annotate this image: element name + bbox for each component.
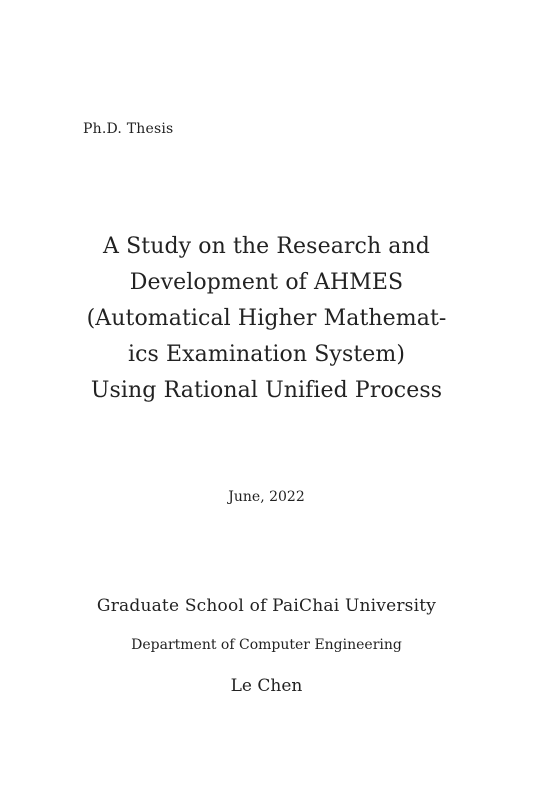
graduate-school: Graduate School of PaiChai University xyxy=(96,596,437,616)
title-line: A Study on the Research and xyxy=(103,234,430,259)
title-line: ics Examination System) xyxy=(127,342,406,367)
author-name: Le Chen xyxy=(230,676,303,696)
submission-date: June, 2022 xyxy=(228,489,305,505)
title-line: (Automatical Higher Mathemat- xyxy=(86,306,447,331)
title-line: Development of AHMES xyxy=(129,270,404,295)
degree-label: Ph.D. Thesis xyxy=(83,121,174,137)
department-name: Department of Computer Engineering xyxy=(131,637,402,653)
title-line: Using Rational Unified Process xyxy=(90,378,443,403)
thesis-title xyxy=(0,229,533,409)
